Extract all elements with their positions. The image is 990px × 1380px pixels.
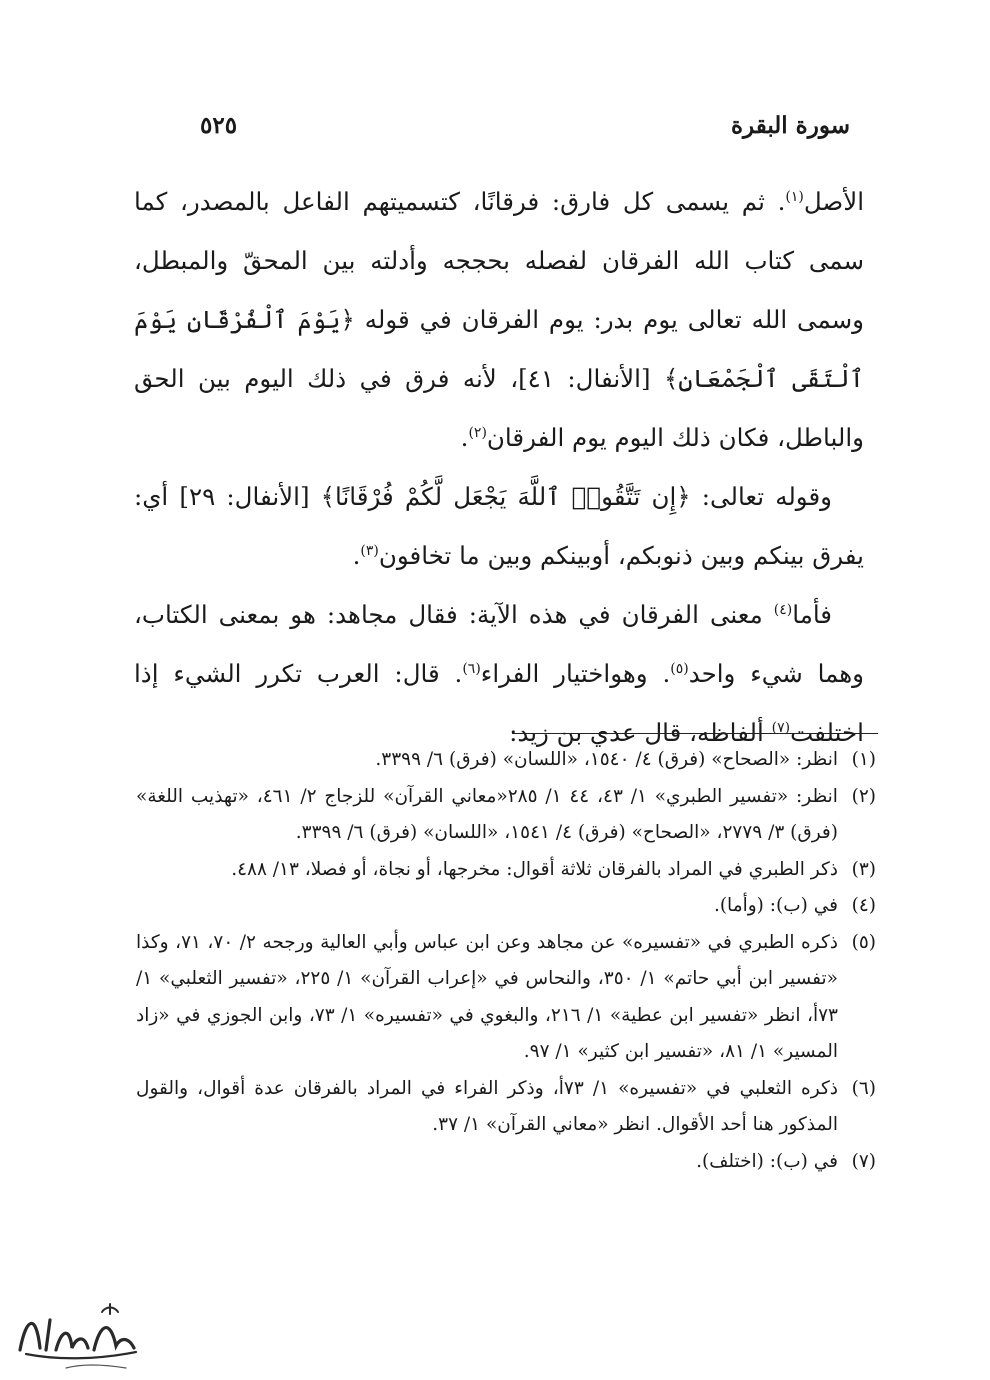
text-run: [الأنفال: ٢٩] أي: يفرق بينكم وبين ذنوبكم، أوبينكم وبين ما تخافون <box>134 482 864 570</box>
text-run: . وهواختيار الفراء <box>480 659 671 688</box>
footnote-ref: (٢) <box>468 424 487 441</box>
text-run: الأصل <box>803 187 864 216</box>
footnote-2 <box>136 779 876 852</box>
paragraph-2 <box>134 467 864 585</box>
footnote-5 <box>136 925 876 1071</box>
paragraph-3 <box>134 585 864 762</box>
text-run: . <box>352 541 361 570</box>
footnote-ref: (٦) <box>462 660 481 677</box>
text-run: . <box>460 423 469 452</box>
footnote-text: ذكره الطبري في «تفسيره» عن مجاهد وعن ابن عباس وأبي العالية ورجحه ٢/ ٧٠، ٧١، وكذا «تفسير ابن أبي حاتم» ١/ ٣٥٠، والنحاس في «إعراب القرآن» ١/ ٢٢٥، «تفسير الثعلبي» ١/ ٧٣أ، انظر «تفسير ابن عطية» ١/ ٢١٦، والبغوي في «تفسيره» ١/ ٧٣، وابن الجوزي في «زاد المسير» ١/ ٨١، «تفسير ابن كثير» ١/ ٩٧. <box>136 931 838 1062</box>
footnote-number: (٧) <box>851 1150 876 1172</box>
footnote-text: انظر: «تفسير الطبري» ١/ ٤٣، ٤٤ ١/ ٢٨٥«معاني القرآن» للزجاج ٢/ ٤٦١، «تهذيب اللغة» (فرق) ٣/ ٢٧٧٩، «الصحاح» (فرق) ٤/ ١٥٤١، «اللسان» (فرق) ٦/ ٣٣٩٩. <box>136 785 838 843</box>
text-run: ألفاظه، قال عدي بن زيد: <box>509 718 772 747</box>
page-header <box>200 112 850 148</box>
footnote-7 <box>136 1144 876 1181</box>
footnote-6 <box>136 1071 876 1144</box>
footnote-ref: (٣) <box>360 542 379 559</box>
footnote-text: ذكر الطبري في المراد بالفرقان ثلاثة أقوال: مخرجها، أو نجاة، أو فصلا، ١٣/ ٤٨٨. <box>231 858 838 880</box>
footnote-text: ذكره الثعلبي في «تفسيره» ١/ ٧٣أ، وذكر الفراء في المراد بالفرقان عدة أقوال، والقول المذكور هنا أحد الأقوال. انظر «معاني القرآن» ١/ ٣٧. <box>136 1077 838 1135</box>
footnote-ref: (٤) <box>773 601 793 618</box>
text-run: وقوله تعالى: <box>690 482 832 511</box>
footnote-ref: (١) <box>785 188 804 205</box>
footnote-number: (٤) <box>851 895 876 916</box>
text-run: فأما <box>792 600 832 629</box>
quran-verse: ﴿إِن تَتَّقُوا۟ ٱللَّهَ يَجْعَل لَّكُمْ فُرْقَانًا﴾ <box>320 482 691 511</box>
footnote-4 <box>136 888 876 925</box>
text-run: [الأنفال: ٤١]، لأنه فرق في ذلك اليوم بين الحق والباطل، فكان ذلك اليوم يوم الفرقان <box>134 364 864 452</box>
text-run: . ثم يسمى كل فارق: فرقانًا، كتسميتهم الفاعل بالمصدر، كما سمى كتاب الله الفرقان لفصله بحججه وأدلته بين المحقّ والمبطل، وسمى الله تعالى يوم بدر: يوم الفرقان في قوله <box>134 187 864 334</box>
footnote-text: في (ب): (وأما). <box>713 895 838 916</box>
footnote-ref: (٧) <box>771 719 791 736</box>
almeshkat-logo-icon <box>6 1298 146 1376</box>
footnote-text: انظر: «الصحاح» (فرق) ٤/ ١٥٤٠، «اللسان» (فرق) ٦/ ٣٣٩٩. <box>375 749 838 770</box>
footnote-number: (٣) <box>851 858 876 880</box>
footnote-ref: (٥) <box>670 660 689 677</box>
footnote-text: في (ب): (اختلف). <box>696 1150 838 1172</box>
paragraph-1 <box>134 172 864 467</box>
footnote-3 <box>136 852 876 889</box>
logo-mark <box>6 1298 146 1376</box>
text-run: . قال: العرب تكرر الشيء إذا اختلفت <box>134 659 864 747</box>
footnote-1 <box>136 742 876 779</box>
footnote-divider <box>512 733 878 734</box>
quran-verse: ﴿يَوْمَ ٱلْفُرْقَانِ يَوْمَ ٱلْتَقَى ٱلْجَمْعَانِ﴾ <box>134 305 864 393</box>
footnotes <box>136 742 876 1180</box>
footnote-number: (٦) <box>851 1077 876 1099</box>
page-number: ٥٢٥ <box>200 112 238 139</box>
footnote-number: (١) <box>851 749 876 770</box>
text-run: معنى الفرقان في هذه الآية: فقال مجاهد: هو بمعنى الكتاب، وهما شيء واحد <box>134 600 864 688</box>
surah-title: سورة البقرة <box>730 112 850 139</box>
footnote-number: (٥) <box>851 931 876 953</box>
footnote-number: (٢) <box>851 785 876 807</box>
main-text <box>134 172 864 762</box>
